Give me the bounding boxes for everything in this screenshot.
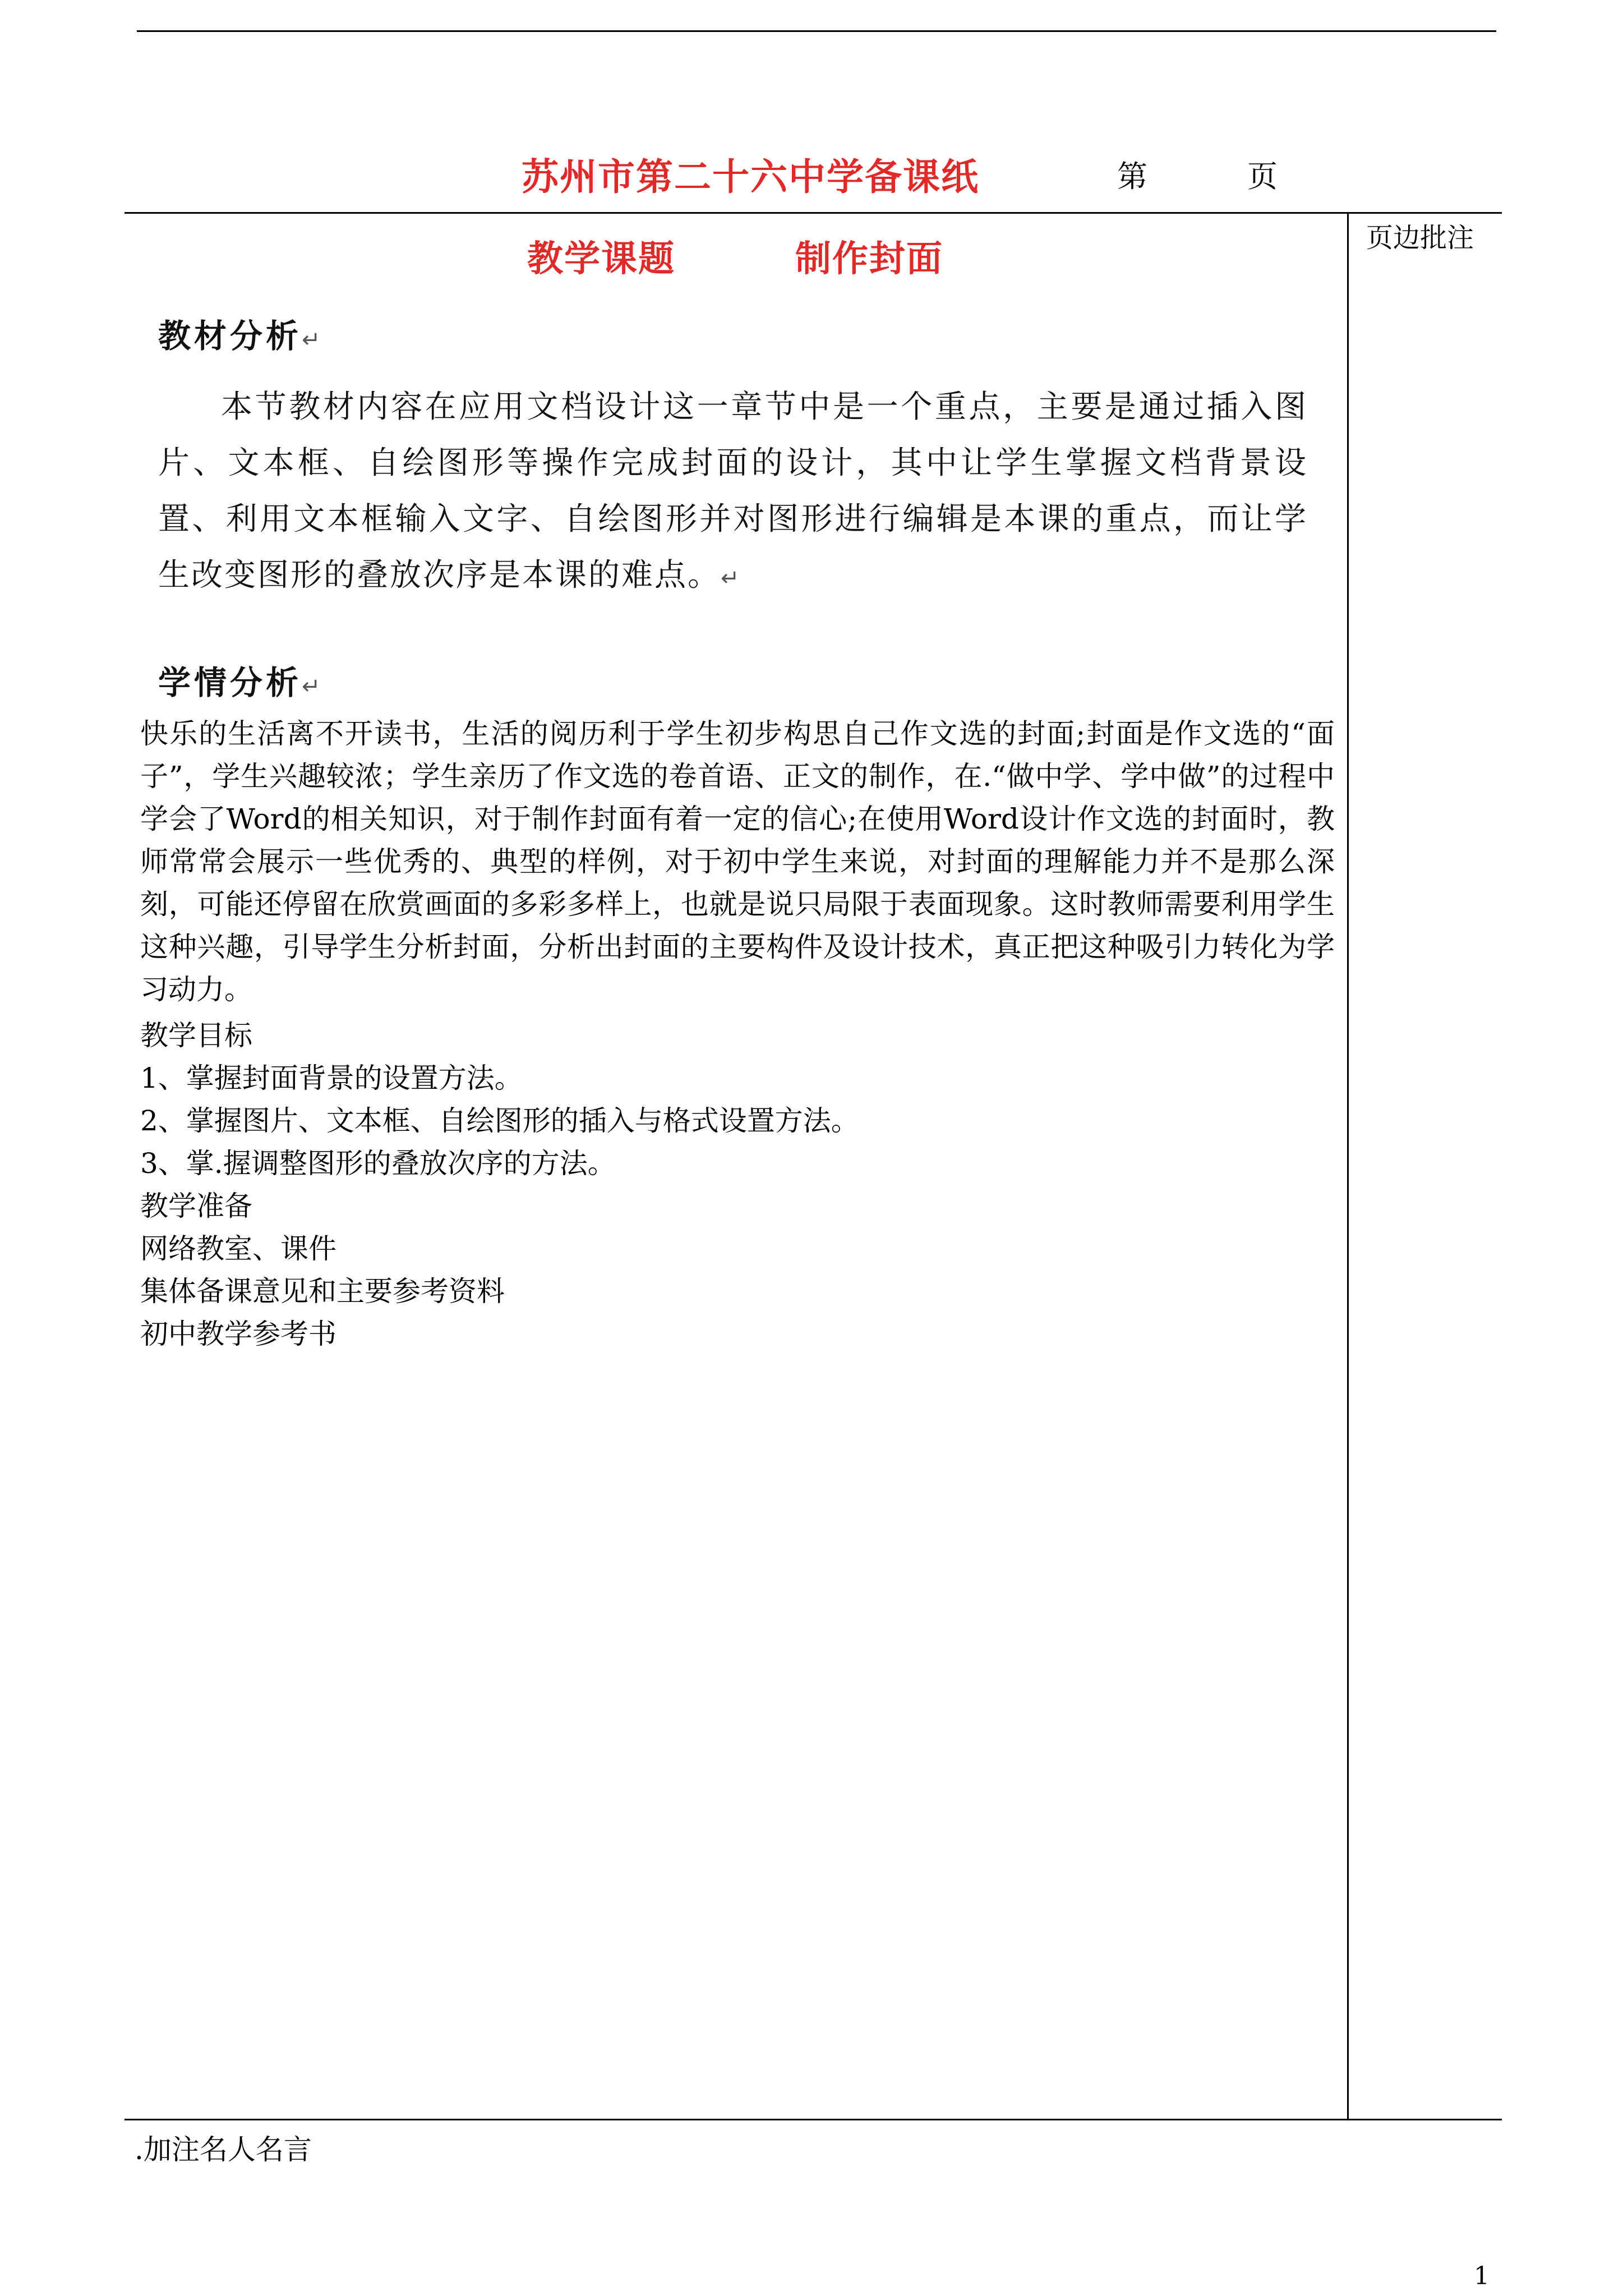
school-title: 苏州市第二十六中学备课纸	[522, 155, 979, 199]
preparation-text: 网络教室、课件	[140, 1232, 336, 1265]
material-analysis-paragraph	[158, 379, 1308, 606]
objective-item: 1、掌握封面背景的设置方法。	[140, 1062, 523, 1094]
student-analysis-paragraph: 快乐的生活离不开读书，生活的阅历利于学生初步构思自己作文选的封面;封面是作文选的“面子”，学生兴趣较浓；学生亲历了作文选的卷首语、正文的制作，在.“做中学、学中做”的过程中学会了Word的相关知识，对于制作封面有着一定的信心;在使用Word设计作文选的封面时，教师常常会展示一些优秀的、典型的样例，对于初中学生来说，对封面的理解能力并不是那么深刻，可能还停留在欣赏画面的多彩多样上，也就是说只局限于表面现象。这时教师需要利用学生这种兴趣，引导学生分析封面，分析出封面的主要构件及设计技术，真正把这种吸引力转化为学习动力。	[140, 717, 1335, 1006]
margin-column-divider	[1347, 212, 1349, 2119]
material-analysis-text: 本节教材内容在应用文档设计这一章节中是一个重点，主要是通过插入图片、文本框、自绘图形等操作完成封面的设计，其中让学生掌握文档背景设置、利用文本框输入文字、自绘图形并对图形进行编辑是本课的重点，而让学生改变图形的叠放次序是本课的难点。	[158, 389, 1308, 593]
paragraph-mark: ↵	[302, 327, 324, 353]
material-analysis-heading-text: 教材分析	[158, 317, 302, 355]
objective-item: 2、掌握图片、文本框、自绘图形的插入与格式设置方法。	[140, 1105, 859, 1137]
quote-label: .加注名人名言	[135, 2133, 312, 2166]
preparation-heading: 教学准备	[140, 1190, 252, 1222]
top-rule	[137, 30, 1496, 32]
student-analysis-heading-text: 学情分析	[158, 664, 302, 702]
lesson-plan-list	[140, 1014, 859, 1355]
page-number: 1	[1474, 2262, 1490, 2290]
table-bottom-border	[125, 2119, 1502, 2120]
table-top-border	[125, 212, 1502, 214]
paragraph-mark: ↵	[302, 674, 324, 700]
lesson-label: 教学课题	[527, 238, 675, 280]
page-suffix: 页	[1247, 159, 1278, 194]
lesson-topic: 制作封面	[795, 238, 943, 280]
material-analysis-heading	[158, 310, 324, 357]
objective-item: 3、掌.握调整图形的叠放次序的方法。	[140, 1147, 616, 1180]
reference-heading: 集体备课意见和主要参考资料	[140, 1275, 505, 1308]
student-analysis-heading	[158, 656, 324, 703]
reference-text: 初中教学参考书	[140, 1318, 336, 1350]
margin-notes-heading: 页边批注	[1366, 222, 1474, 254]
page-prefix: 第	[1117, 159, 1147, 194]
objectives-heading: 教学目标	[140, 1019, 252, 1052]
paragraph-mark: ↵	[721, 565, 741, 591]
